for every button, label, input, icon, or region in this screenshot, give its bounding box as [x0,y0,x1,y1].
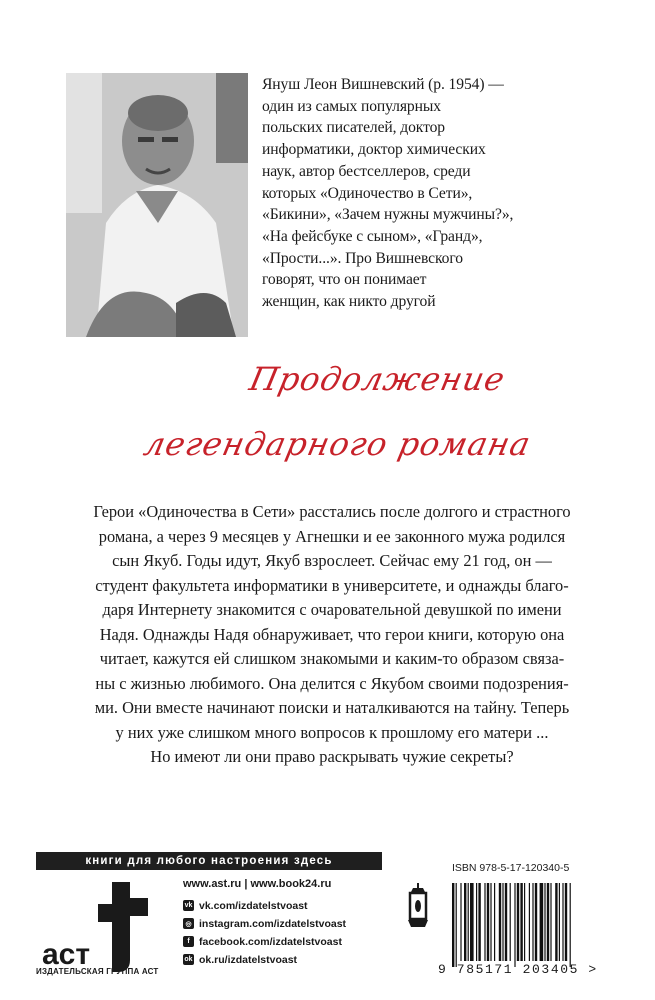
social-link-text: facebook.com/izdatelstvoast [199,935,342,948]
bio-line: «Бикини», «Зачем нужны мужчины?», [262,206,514,224]
synopsis-line: романа, а через 9 месяцев у Агнешки и ее законного мужа родился [98,526,566,546]
synopsis [56,500,608,770]
barcode-digits: 9 785171 203405 > [438,962,598,977]
lantern-icon [405,882,431,930]
social-links [183,898,346,970]
bio-line: «Прости...». Про Вишневского [262,249,463,267]
synopsis-line: Надя. Однажды Надя обнаруживает, что герои книги, которую она [99,624,565,644]
synopsis-line: читает, кажутся ей слишком знакомыми и каким-то образом связа- [99,649,565,668]
bio-line: наук, автор бестселлеров, среди [262,162,471,180]
social-link-instagram[interactable] [183,916,346,931]
social-link-facebook[interactable] [183,934,346,949]
tagline-line-2: легендарного романа [140,425,535,463]
facebook-icon: f [183,936,194,947]
synopsis-line: ми. Они вместе начинают поиски и наталкиваются на тайну. Теперь [94,698,570,717]
publisher-sites[interactable]: www.ast.ru | www.book24.ru [183,878,332,890]
social-link-text: ok.ru/izdatelstvoast [199,953,298,966]
social-link-text: instagram.com/izdatelstvoast [199,917,347,930]
synopsis-line: даря Интернету знакомится с очаровательной девушкой по имени [102,600,562,619]
bio-line: женщин, как никто другой [262,293,436,311]
author-bio [262,74,592,313]
bio-line: «На фейсбуке с сыном», «Гранд», [262,227,483,245]
bio-line: Януш Леон Вишневский (р. 1954) — [262,76,504,93]
author-photo [66,73,248,337]
logo-text: аст [42,938,91,971]
instagram-icon: ◎ [183,918,194,929]
bio-line: польских писателей, доктор [262,119,445,137]
bio-line: говорят, что он понимает [262,271,427,289]
publisher-caption: ИЗДАТЕЛЬСКАЯ ГРУППА АСТ [36,967,159,976]
social-link-odnoklassniki[interactable] [183,952,346,967]
bio-line: информатики, доктор химических [262,141,486,159]
bio-line: один из самых популярных [262,97,441,115]
bio-line: которых «Одиночество в Сети», [262,184,473,202]
tagline-line-1: Продолжение [246,360,509,398]
synopsis-line: Герои «Одиночества в Сети» расстались после долгого и страстного [93,502,571,521]
isbn-label: ISBN 978-5-17-120340-5 [452,862,570,874]
publisher-banner: книги для любого настроения здесь [36,852,382,870]
social-link-vk[interactable] [183,898,346,913]
synopsis-line: ны с жизнью любимого. Она делится с Якубом своими подозрения- [95,673,569,693]
synopsis-line: сын Якуб. Годы идут, Якуб взрослеет. Сейчас ему 21 год, он — [112,551,552,570]
synopsis-line: у них уже слишком много вопросов к прошлому его матери ... [115,722,549,742]
social-link-text: vk.com/izdatelstvoast [199,899,308,912]
synopsis-line: студент факультета информатики в университете, и однажды благо- [95,575,569,595]
odnoklassniki-icon: ok [184,956,193,963]
synopsis-line: Но имеют ли они право раскрывать чужие секреты? [150,747,514,766]
vk-icon: vk [184,902,193,909]
barcode-icon [446,879,621,975]
